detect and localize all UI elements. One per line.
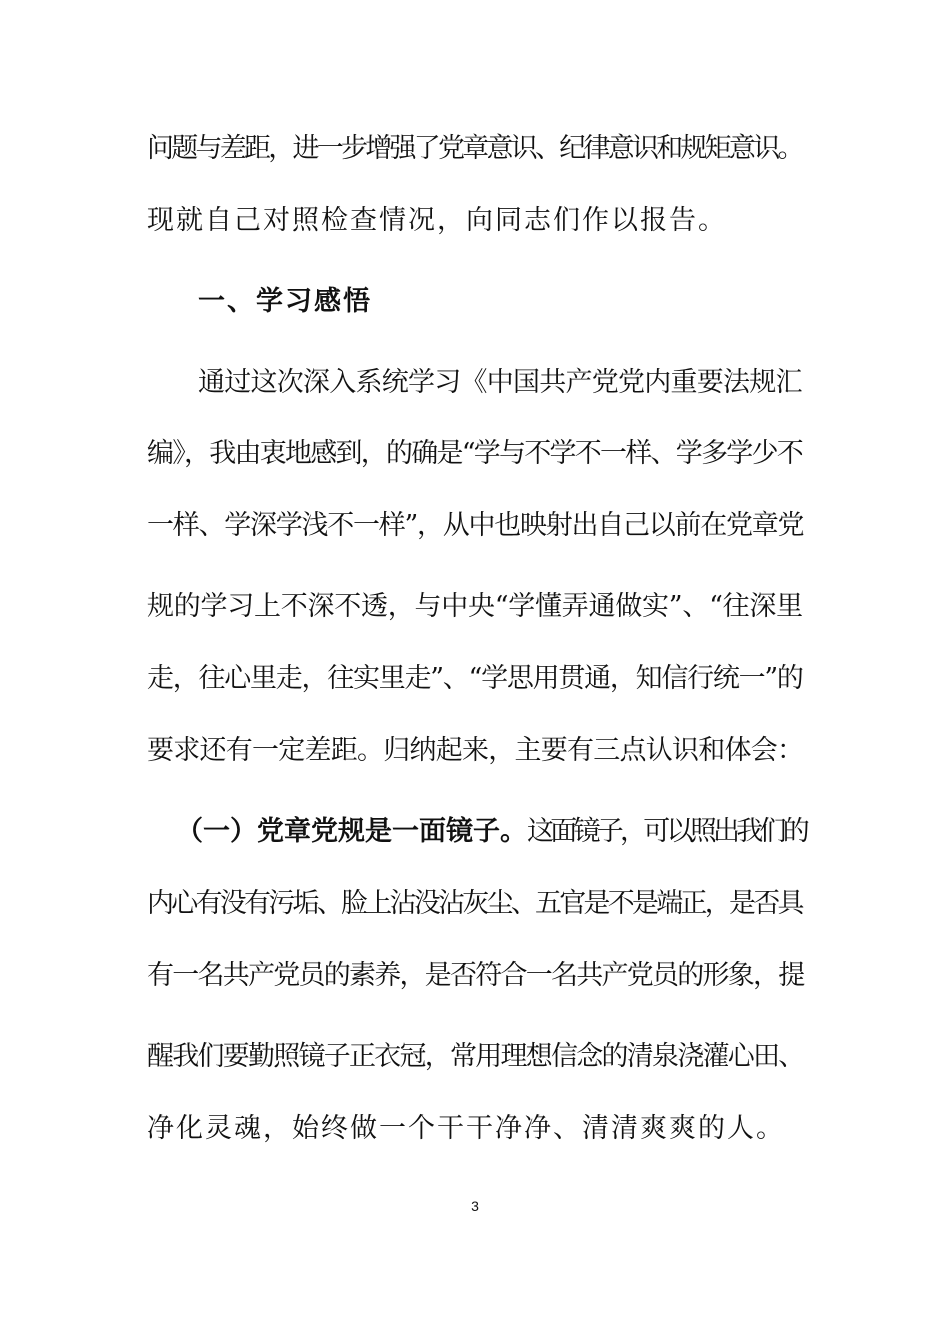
section-heading: 一、学习感悟 [198, 286, 372, 317]
paragraph-line: 醒我们要勤照镜子正衣冠，常用理想信念的清泉浇灌心田、 [147, 1041, 804, 1072]
paragraph-line: 内心有没有污垢、脸上沾没沾灰尘、五官是不是端正，是否具 [147, 888, 802, 919]
paragraph-line: 通过这次深入系统学习《中国共产党党内重要法规汇 [198, 367, 802, 398]
text-line: 问题与差距，进一步增强了党章意识、纪律意识和规矩意识。 [147, 133, 802, 164]
paragraph-line: 净化灵魂，始终做一个干干净净、清清爽爽的人。 [147, 1113, 785, 1144]
paragraph-line: 要求还有一定差距。归纳起来，主要有三点认识和体会： [147, 735, 804, 766]
paragraph-line: 编》，我由衷地感到，的确是“学与不学不一样、学多学少不 [147, 438, 803, 469]
subheading-lead: （一）党章党规是一面镜子。 [176, 816, 527, 847]
page-number: 3 [471, 1198, 479, 1214]
paragraph-line: 有一名共产党员的素养，是否符合一名共产党员的形象，提 [147, 960, 804, 991]
paragraph-line [176, 814, 807, 850]
paragraph-line: 走，往心里走，往实里走”、“学思用贯通，知信行统一”的 [147, 663, 803, 694]
paragraph-line: 规的学习上不深不透，与中央“学懂弄通做实”、“往深里 [147, 591, 803, 622]
paragraph-line: 一样、学深学浅不一样”，从中也映射出自己以前在党章党 [147, 510, 804, 541]
text-line: 现就自己对照检查情况，向同志们作以报告。 [147, 205, 727, 236]
paragraph-text: 这面镜子，可以照出我们的 [527, 816, 806, 847]
